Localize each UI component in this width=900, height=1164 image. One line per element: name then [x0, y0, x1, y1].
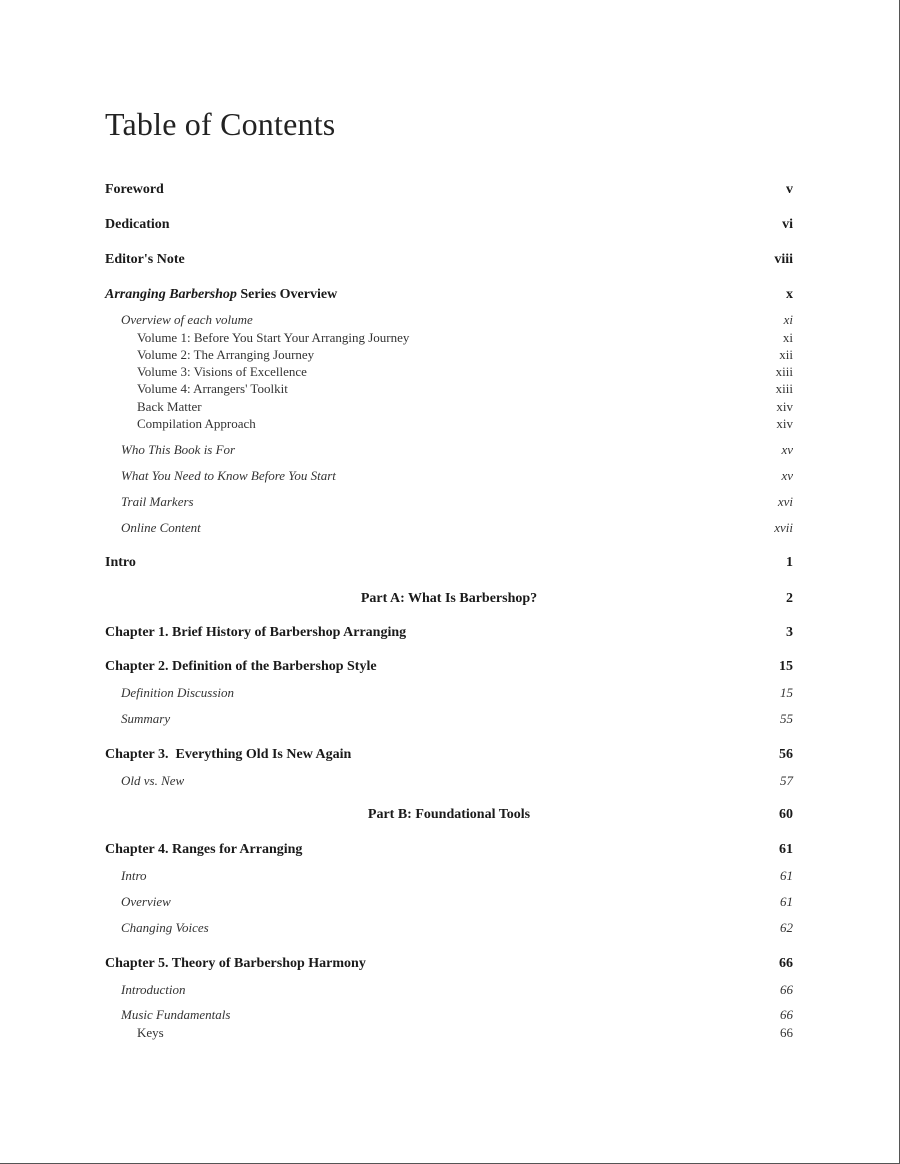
page-title: Table of Contents — [105, 106, 336, 142]
toc-entry-page: xiii — [775, 364, 793, 379]
toc-entry-intro[interactable] — [105, 554, 793, 572]
toc-entry-label: Changing Voices — [121, 920, 209, 935]
toc-entry-label: Volume 4: Arrangers' Toolkit — [137, 381, 288, 396]
toc-entry-label: What You Need to Know Before You Start — [121, 468, 336, 483]
toc-entry-label: Trail Markers — [121, 494, 194, 509]
toc-entry-volume-4[interactable] — [105, 380, 793, 398]
toc-entry-page: 15 — [780, 685, 793, 700]
toc-entry-label: Intro — [105, 555, 136, 570]
toc-entry-who-this-book-is-for[interactable] — [105, 441, 793, 459]
toc-entry-label-rest: Series Overview — [236, 287, 338, 302]
toc-entry-compilation-approach[interactable] — [105, 415, 793, 433]
toc-entry-page: 61 — [780, 894, 793, 909]
toc-entry-page: 66 — [780, 982, 793, 997]
toc-entry-keys[interactable] — [105, 1024, 793, 1042]
toc-entry-page: 62 — [780, 920, 793, 935]
toc-entry-label: Introduction — [121, 982, 186, 997]
toc-entry-label: Online Content — [121, 520, 201, 535]
toc-entry-label: Chapter 4. Ranges for Arranging — [105, 842, 303, 857]
toc-entry-page: 66 — [780, 1025, 793, 1040]
toc-entry-old-vs-new[interactable] — [105, 772, 793, 790]
toc-entry-chapter-1[interactable] — [105, 624, 793, 642]
toc-part-b[interactable] — [105, 806, 793, 824]
toc-entry-page: 57 — [780, 773, 793, 788]
toc-entry-back-matter[interactable] — [105, 398, 793, 416]
toc-entry-label — [105, 286, 337, 304]
toc-entry-summary[interactable] — [105, 710, 793, 728]
toc-entry-page: 1 — [786, 555, 793, 570]
toc-entry-label: Old vs. New — [121, 773, 185, 788]
toc-entry-label: Chapter 2. Definition of the Barbershop Style — [105, 659, 377, 674]
toc-entry-label: Who This Book is For — [121, 442, 236, 457]
toc-entry-label: Overview of each volume — [121, 312, 253, 327]
toc-entry-label: Summary — [121, 711, 171, 726]
toc-entry-label: Editor's Note — [105, 252, 185, 267]
toc-entry-label: Music Fundamentals — [121, 1007, 231, 1022]
toc-entry-series-overview[interactable] — [105, 286, 793, 304]
toc-entry-chapter-4[interactable] — [105, 841, 793, 859]
toc-entry-trail-markers[interactable] — [105, 493, 793, 511]
toc-entry-page: vi — [782, 217, 793, 232]
toc-entry-page: 60 — [779, 807, 793, 822]
toc-entry-definition-discussion[interactable] — [105, 684, 793, 702]
toc-entry-label: Compilation Approach — [137, 416, 256, 431]
toc-entry-introduction[interactable] — [105, 981, 793, 999]
toc-entry-page: xiii — [775, 381, 793, 396]
toc-entry-page: 2 — [786, 591, 793, 606]
toc-entry-ranges-intro[interactable] — [105, 867, 793, 885]
toc-part-label: Part B: Foundational Tools — [367, 807, 531, 822]
toc-entry-page: xi — [783, 312, 793, 327]
toc-entry-label: Volume 3: Visions of Excellence — [137, 364, 307, 379]
toc-entry-label: Definition Discussion — [121, 685, 235, 700]
toc-entry-page: xiv — [776, 399, 793, 414]
toc-entry-label: Back Matter — [137, 399, 202, 414]
toc-entry-page: 3 — [786, 625, 793, 640]
toc-entry-ranges-overview[interactable] — [105, 893, 793, 911]
toc-entry-page: xii — [779, 347, 793, 362]
toc-entry-label: Chapter 3. Everything Old Is New Again — [105, 747, 352, 762]
toc-entry-volume-1[interactable] — [105, 329, 793, 347]
toc-entry-label: Chapter 1. Brief History of Barbershop Arranging — [105, 625, 407, 640]
toc-entry-page: viii — [774, 252, 793, 267]
toc-entry-label: Chapter 5. Theory of Barbershop Harmony — [105, 956, 366, 971]
toc-entry-foreword[interactable] — [105, 181, 793, 199]
toc-entry-page: xvi — [777, 494, 793, 509]
toc-entry-editors-note[interactable] — [105, 251, 793, 269]
toc-entry-chapter-3[interactable] — [105, 746, 793, 764]
toc-entry-chapter-5[interactable] — [105, 955, 793, 973]
toc-entry-label: Dedication — [105, 217, 170, 232]
toc-entry-label-italic: Arranging Barbershop — [105, 287, 237, 302]
toc-entry-label: Keys — [137, 1025, 164, 1040]
toc-part-label: Part A: What Is Barbershop? — [360, 591, 538, 606]
toc-entry-volume-3[interactable] — [105, 363, 793, 381]
toc-entry-volume-2[interactable] — [105, 346, 793, 364]
toc-entry-page: xv — [781, 442, 793, 457]
toc-entry-page: 61 — [779, 842, 793, 857]
toc-entry-label: Intro — [121, 868, 147, 883]
toc-entry-page: xvii — [774, 520, 793, 535]
toc-entry-page: xv — [781, 468, 793, 483]
toc-entry-label: Volume 1: Before You Start Your Arranging Journey — [137, 330, 410, 345]
toc-entry-page: 15 — [779, 659, 793, 674]
toc-entry-page: 55 — [780, 711, 793, 726]
toc-entry-dedication[interactable] — [105, 216, 793, 234]
toc-entry-chapter-2[interactable] — [105, 658, 793, 676]
toc-entry-label: Foreword — [105, 182, 164, 197]
toc-entry-changing-voices[interactable] — [105, 919, 793, 937]
toc-entry-page: 56 — [779, 747, 793, 762]
toc-entry-page: 66 — [780, 1007, 793, 1022]
toc-entry-overview-each-volume[interactable] — [105, 311, 793, 329]
toc-entry-page: 66 — [779, 956, 793, 971]
toc-entry-page: x — [786, 287, 793, 302]
toc-entry-label: Overview — [121, 894, 171, 909]
toc-entry-music-fundamentals[interactable] — [105, 1006, 793, 1024]
toc-entry-page: 61 — [780, 868, 793, 883]
toc-entry-page: xi — [782, 330, 793, 345]
toc-entry-label: Volume 2: The Arranging Journey — [137, 347, 315, 362]
toc-entry-online-content[interactable] — [105, 519, 793, 537]
toc-entry-page: v — [786, 182, 793, 197]
toc-entry-what-you-need-to-know[interactable] — [105, 467, 793, 485]
toc-part-a[interactable] — [105, 590, 793, 608]
toc-entry-page: xiv — [776, 416, 793, 431]
